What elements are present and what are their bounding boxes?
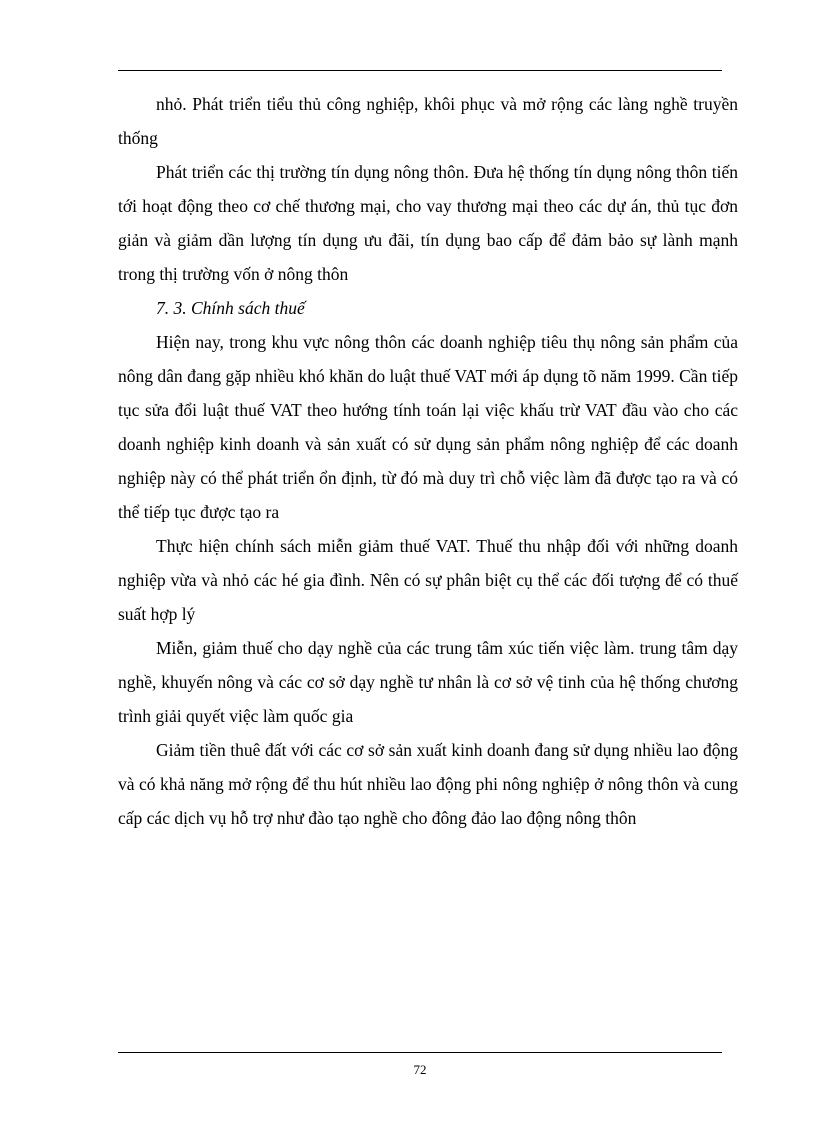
document-body bbox=[118, 87, 738, 835]
page-number: 72 bbox=[413, 1062, 427, 1077]
paragraph-land-rent: Giảm tiền thuê đất với các cơ sở sản xuất kinh doanh đang sử dụng nhiều lao động và có khả năng mở rộng để thu hút nhiều lao động phi nông nghiệp ở nông thôn và cung cấp các dịch vụ hỗ trợ như đào tạo nghề cho đông đảo lao động nông thôn bbox=[118, 740, 738, 828]
paragraph-vat-exemption: Thực hiện chính sách miễn giảm thuế VAT. Thuế thu nhập đối với những doanh nghiệp vừa và nhỏ các hé gia đình. Nên có sự phân biệt cụ thể các đối tượng để có thuế suất hợp lý bbox=[118, 536, 738, 624]
footer-rule bbox=[118, 1052, 722, 1053]
section-heading-tax-policy: 7. 3. Chính sách thuế bbox=[156, 298, 305, 318]
paragraph-continuation: nhỏ. Phát triển tiểu thủ công nghiệp, khôi phục và mở rộng các làng nghề truyền thống bbox=[118, 94, 738, 148]
paragraph-vat-law: Hiện nay, trong khu vực nông thôn các doanh nghiệp tiêu thụ nông sản phẩm của nông dân đang gặp nhiều khó khăn do luật thuế VAT mới áp dụng tõ năm 1999. Cần tiếp tục sửa đổi luật thuế VAT theo hướng tính toán lại việc khấu trừ VAT đầu vào cho các doanh nghiệp kinh doanh và sản xuất có sử dụng sản phẩm nông nghiệp để các doanh nghiệp này có thể phát triển ổn định, từ đó mà duy trì chỗ việc làm đã được tạo ra và có thể tiếp tục được tạo ra bbox=[118, 332, 738, 522]
header-rule bbox=[118, 70, 722, 71]
paragraph-vocational-tax: Miễn, giảm thuế cho dạy nghề của các trung tâm xúc tiến việc làm. trung tâm dạy nghề, khuyến nông và các cơ sở dạy nghề tư nhân là cơ sở vệ tinh của hệ thống chương trình giải quyết việc làm quốc gia bbox=[118, 638, 738, 726]
paragraph-credit-markets: Phát triển các thị trường tín dụng nông thôn. Đưa hệ thống tín dụng nông thôn tiến tới hoạt động theo cơ chế thương mại, cho vay thương mại theo các dự án, thủ tục đơn giản và giảm dần lượng tín dụng ưu đãi, tín dụng bao cấp để đảm bảo sự lành mạnh trong thị trường vốn ở nông thôn bbox=[118, 162, 738, 284]
